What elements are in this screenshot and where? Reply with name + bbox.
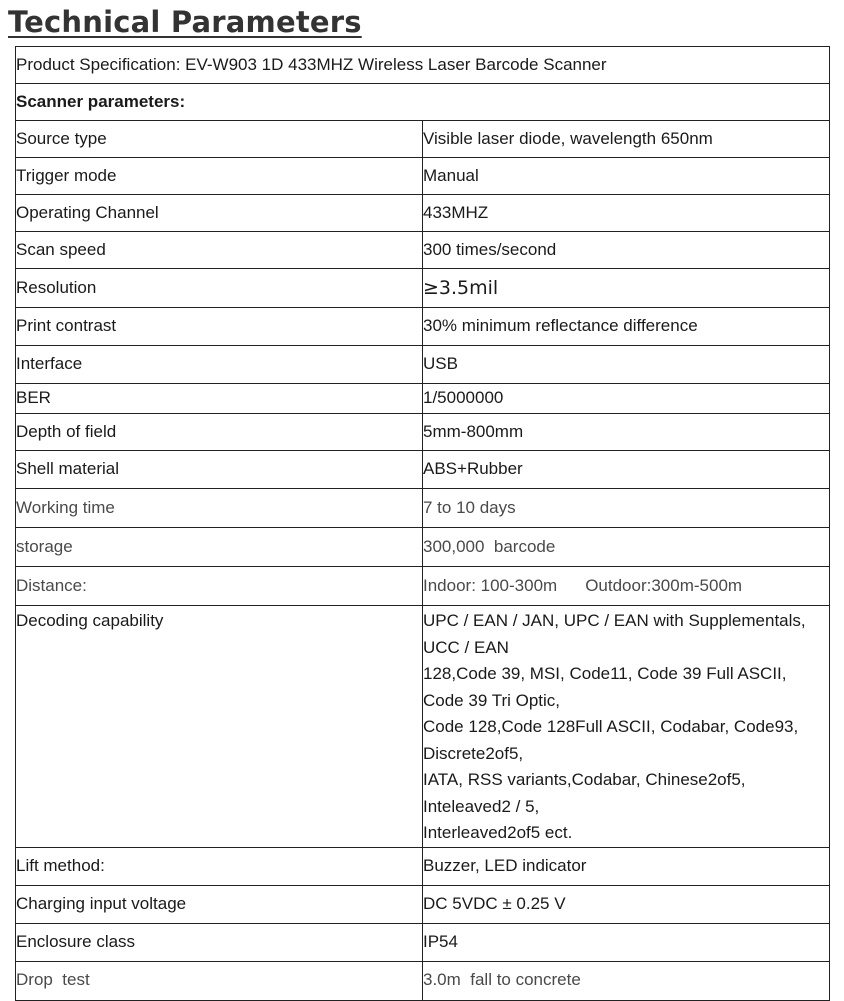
table-row	[16, 384, 830, 414]
section-title: Scanner parameters:	[16, 84, 830, 121]
row-value: 30% minimum reflectance difference	[423, 308, 830, 346]
table-row	[16, 528, 830, 567]
row-label: Trigger mode	[16, 158, 423, 195]
table-row	[16, 606, 830, 848]
row-label: Scan speed	[16, 232, 423, 269]
table-row	[16, 567, 830, 606]
table-row	[16, 847, 830, 885]
table-row	[16, 961, 830, 1000]
row-label: Distance:	[16, 567, 423, 606]
page-title: Technical Parameters	[8, 5, 362, 39]
table-row	[16, 232, 830, 269]
row-label: Print contrast	[16, 308, 423, 346]
decode-line: Code 128,Code 128Full ASCII, Codabar, Code93, Discrete2of5,	[423, 717, 799, 763]
row-label: Charging input voltage	[16, 885, 423, 923]
table-row	[16, 195, 830, 232]
row-label: Drop test	[16, 961, 423, 1000]
row-value: IP54	[423, 923, 830, 961]
row-value: Manual	[423, 158, 830, 195]
row-value: 300 times/second	[423, 232, 830, 269]
table-row	[16, 158, 830, 195]
row-value: 3.0m fall to concrete	[423, 961, 830, 1000]
table-row	[16, 489, 830, 528]
distance-indoor: Indoor: 100-300m	[423, 575, 558, 595]
table-row	[16, 121, 830, 158]
product-spec-cell: Product Specification: EV-W903 1D 433MHZ Wireless Laser Barcode Scanner	[16, 47, 830, 84]
row-label: Working time	[16, 489, 423, 528]
row-value: Visible laser diode, wavelength 650nm	[423, 121, 830, 158]
decode-line: Interleaved2of5 ect.	[423, 823, 573, 842]
decode-line: UPC / EAN / JAN, UPC / EAN with Supplementals, UCC / EAN	[423, 611, 806, 657]
table-row	[16, 451, 830, 489]
row-label: Shell material	[16, 451, 423, 489]
row-label: Depth of field	[16, 414, 423, 451]
row-value: 7 to 10 days	[423, 489, 830, 528]
row-value: ABS+Rubber	[423, 451, 830, 489]
row-value: 300,000 barcode	[423, 528, 830, 567]
table-row	[16, 923, 830, 961]
table-row	[16, 269, 830, 308]
table-row	[16, 346, 830, 384]
spec-table	[15, 46, 830, 1001]
row-value: DC 5VDC ± 0.25 V	[423, 885, 830, 923]
row-label: BER	[16, 384, 423, 414]
product-spec-row	[16, 47, 830, 84]
row-label: Enclosure class	[16, 923, 423, 961]
row-value: 433MHZ	[423, 195, 830, 232]
table-row	[16, 414, 830, 451]
row-label: Operating Channel	[16, 195, 423, 232]
row-label: Source type	[16, 121, 423, 158]
row-label: Interface	[16, 346, 423, 384]
table-row	[16, 308, 830, 346]
row-value: ≥3.5mil	[423, 269, 830, 308]
row-value: USB	[423, 346, 830, 384]
row-value: Buzzer, LED indicator	[423, 847, 830, 885]
section-header-row	[16, 84, 830, 121]
row-label: storage	[16, 528, 423, 567]
row-label: Lift method:	[16, 847, 423, 885]
table-row	[16, 885, 830, 923]
row-value: 1/5000000	[423, 384, 830, 414]
row-value: 5mm-800mm	[423, 414, 830, 451]
decode-line: IATA, RSS variants,Codabar, Chinese2of5, Inteleaved2 / 5,	[423, 770, 746, 816]
decode-line: 128,Code 39, MSI, Code11, Code 39 Full ASCII, Code 39 Tri Optic,	[423, 664, 787, 710]
distance-outdoor: Outdoor:300m-500m	[585, 575, 743, 595]
row-label: Decoding capability	[16, 606, 423, 848]
row-label: Resolution	[16, 269, 423, 308]
row-value	[423, 606, 830, 848]
row-value	[423, 567, 830, 606]
